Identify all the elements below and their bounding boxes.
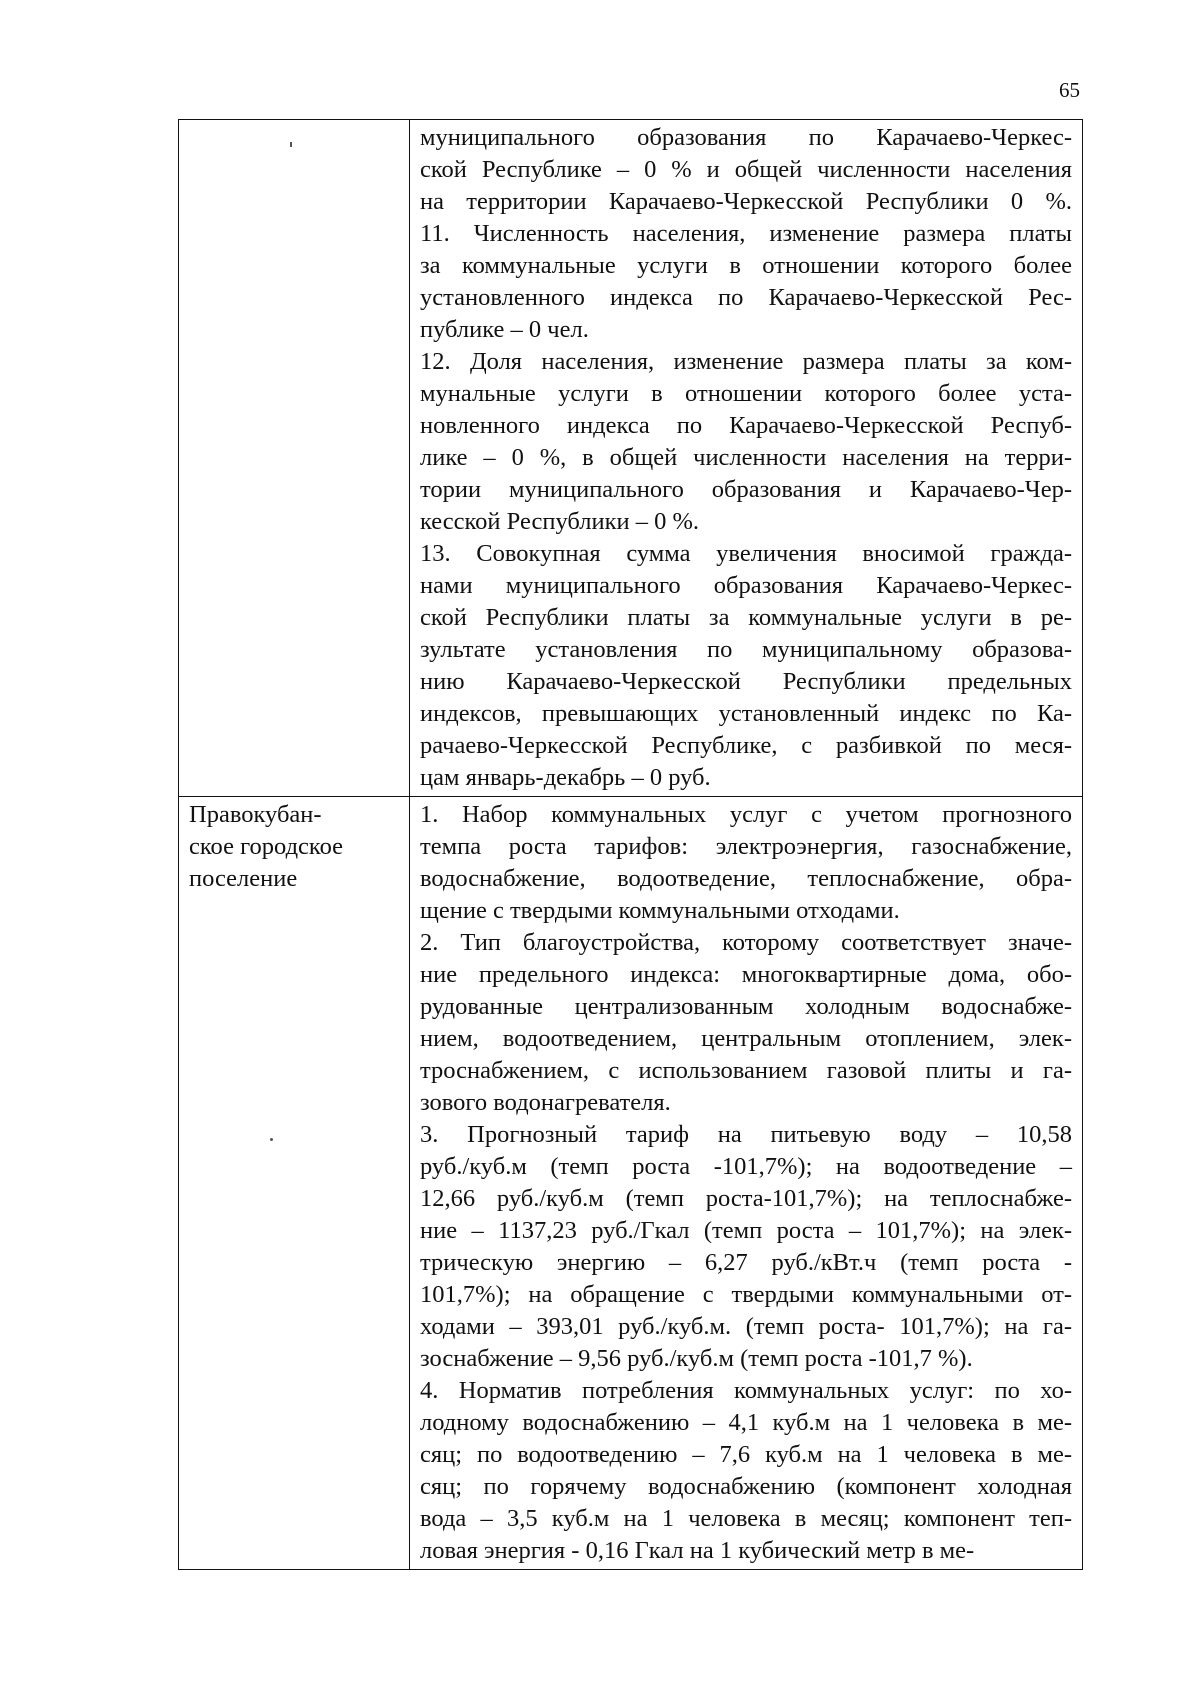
paragraph-line: ской Республики платы за коммунальные услуги в ре- (420, 604, 1072, 631)
municipality-name-line: ское городское (189, 833, 343, 860)
paragraph-line: цам январь-декабрь – 0 руб. (420, 764, 711, 791)
paragraph-line: ловая энергия - 0,16 Гкал на 1 кубический метр в ме- (420, 1537, 975, 1564)
paragraph-line: на территории Карачаево-Черкесской Республики 0 %. (420, 188, 1072, 215)
paragraph-line: руб./куб.м (темп роста -101,7%); на водоотведение – (420, 1153, 1072, 1180)
paragraph-line: зультате установления по муниципальному образова- (420, 636, 1072, 663)
paragraph-line: тории муниципального образования и Карачаево-Чер- (420, 476, 1072, 503)
paragraph-line: 2. Тип благоустройства, которому соответствует значе- (420, 929, 1072, 956)
document-table (178, 119, 1083, 1570)
paragraph-line: нием, водоотведением, центральным отоплением, элек- (420, 1025, 1072, 1052)
paragraph-line: трическую энергию – 6,27 руб./кВт.ч (темп роста - (420, 1249, 1072, 1276)
paragraph-line: ской Республике – 0 % и общей численности населения (420, 156, 1072, 183)
paragraph-line: троснабжением, с использованием газовой плиты и га- (420, 1057, 1072, 1084)
paragraph-line: ходами – 393,01 руб./куб.м. (темп роста- 101,7%); на га- (420, 1313, 1072, 1340)
paragraph-line: мунальные услуги в отношении которого более уста- (420, 380, 1072, 407)
paragraph-line: 4. Норматив потребления коммунальных услуг: по хо- (420, 1377, 1072, 1404)
indicators-cell (410, 797, 1083, 1570)
paragraph-line: рудованные централизованным холодным водоснабже- (420, 993, 1072, 1020)
paragraph-line: вода – 3,5 куб.м на 1 человека в месяц; компонент теп- (420, 1505, 1072, 1532)
paragraph-line: ние – 1137,23 руб./Гкал (темп роста – 101,7%); на элек- (420, 1217, 1072, 1244)
paragraph-line: лике – 0 %, в общей численности населения на терри- (420, 444, 1072, 471)
paragraph-line: нию Карачаево-Черкесской Республики предельных (420, 668, 1072, 695)
municipality-name-line: поселение (189, 865, 298, 892)
paragraph-line: за коммунальные услуги в отношении которого более (420, 252, 1072, 279)
paragraph-line: 12,66 руб./куб.м (темп роста-101,7%); на теплоснабже- (420, 1185, 1072, 1212)
paragraph-line: новленного индекса по Карачаево-Черкесской Респуб- (420, 412, 1072, 439)
paragraph-line: установленного индекса по Карачаево-Черкесской Рес- (420, 284, 1072, 311)
table-row (179, 120, 1083, 797)
paragraph-line: сяц; по водоотведению – 7,6 куб.м на 1 человека в ме- (420, 1441, 1072, 1468)
paragraph-line: ние предельного индекса: многоквартирные дома, обо- (420, 961, 1072, 988)
municipality-name-cell (179, 120, 410, 797)
paragraph-line: сяц; по горячему водоснабжению (компонент холодная (420, 1473, 1072, 1500)
indicators-cell (410, 120, 1083, 797)
paragraph-line: 13. Совокупная сумма увеличения вносимой гражда- (420, 540, 1072, 567)
paragraph-line: рачаево-Черкесской Республике, с разбивкой по меся- (420, 732, 1072, 759)
paragraph-line: 1. Набор коммунальных услуг с учетом прогнозного (420, 801, 1072, 828)
municipality-name-line: Правокубан- (189, 801, 322, 828)
municipality-name-cell (179, 797, 410, 1570)
paragraph-line: индексов, превышающих установленный индекс по Ка- (420, 700, 1072, 727)
paragraph-line: 3. Прогнозный тариф на питьевую воду – 10,58 (420, 1121, 1072, 1148)
paragraph-line: 12. Доля населения, изменение размера платы за ком- (420, 348, 1072, 375)
paragraph-line: нами муниципального образования Карачаево-Черкес- (420, 572, 1072, 599)
paragraph-line: 11. Численность населения, изменение размера платы (420, 220, 1072, 247)
paragraph-line: темпа роста тарифов: электроэнергия, газоснабжение, (420, 833, 1072, 860)
paragraph-line: зоснабжение – 9,56 руб./куб.м (темп роста -101,7 %). (420, 1345, 973, 1372)
page-number: 65 (1059, 78, 1080, 102)
paragraph-line: 101,7%); на обращение с твердыми коммунальными от- (420, 1281, 1072, 1308)
paragraph-line: щение с твердыми коммунальными отходами. (420, 897, 900, 924)
paragraph-line: кесской Республики – 0 %. (420, 508, 699, 535)
paragraph-line: лодному водоснабжению – 4,1 куб.м на 1 человека в ме- (420, 1409, 1072, 1436)
table-row (179, 797, 1083, 1570)
paragraph-line: водоснабжение, водоотведение, теплоснабжение, обра- (420, 865, 1072, 892)
paragraph-line: публике – 0 чел. (420, 316, 589, 343)
paragraph-line: муниципального образования по Карачаево-Черкес- (420, 124, 1072, 151)
paragraph-line: зового водонагревателя. (420, 1089, 671, 1116)
